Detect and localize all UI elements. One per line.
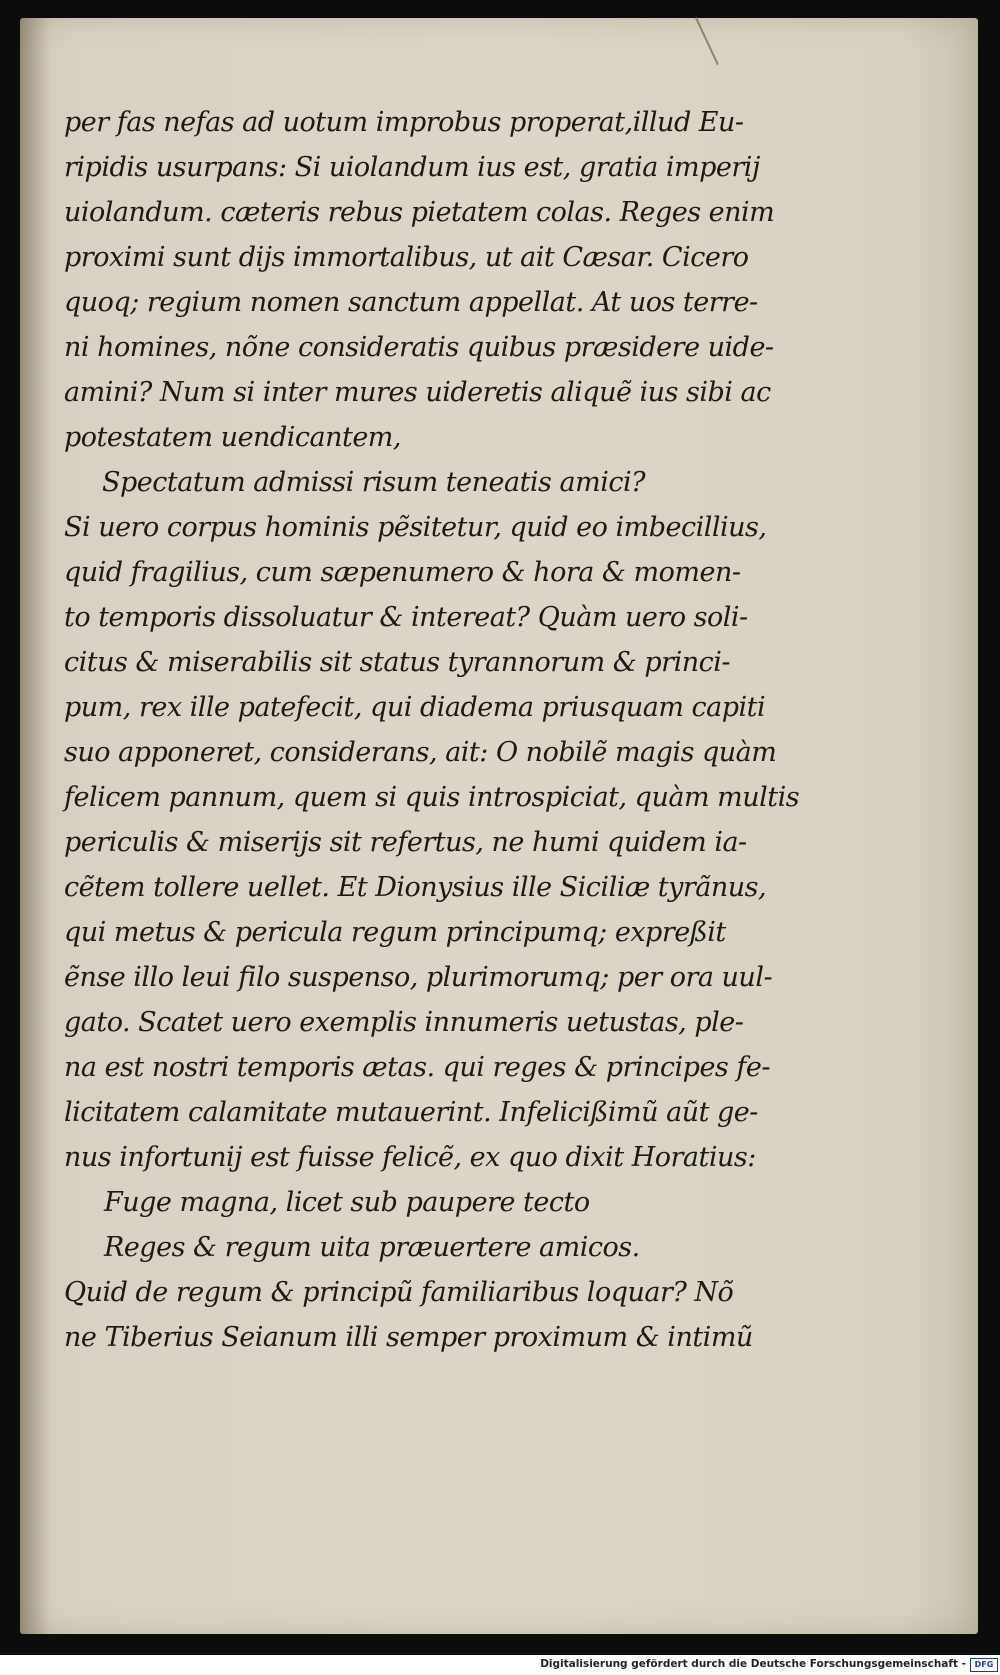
text-line: cẽtem tollere uellet. Et Dionysius ille Siciliæ tyrãnus, [64,872,767,903]
digitization-footer [0,1657,1000,1675]
verse-quotation-line: Spectatum admissi risum teneatis amici? [102,467,646,498]
text-line: Quid de regum & principũ familiaribus loquar? Nõ [64,1277,734,1308]
latin-text-block [64,100,824,1360]
text-line: periculis & miserijs sit refertus, ne humi quidem ia- [64,827,747,858]
text-line: nus infortunij est fuisse felicẽ, ex quo dixit Horatius: [64,1142,756,1173]
text-line: uiolandum. cæteris rebus pietatem colas. Reges enim [64,197,775,228]
text-line: amini? Num si inter mures uideretis aliquẽ ius sibi ac [64,377,771,408]
text-line: ripidis usurpans: Si uiolandum ius est, gratia imperij [64,152,760,183]
text-line: quoq; regium nomen sanctum appellat. At uos terre- [64,287,758,318]
text-line: pum, rex ille patefecit, qui diadema priusquam capiti [64,692,766,723]
funding-credit: Digitalisierung gefördert durch die Deutsche Forschungsgemeinschaft - [540,1658,966,1670]
text-line: Si uero corpus hominis pẽsitetur, quid eo imbecillius, [64,512,767,543]
text-line: ne Tiberius Seianum illi semper proximum & intimũ [64,1322,753,1353]
text-line: citus & miserabilis sit status tyrannorum & princi- [64,647,730,678]
text-line: felicem pannum, quem si quis introspiciat, quàm multis [64,782,800,813]
text-line: suo apponeret, considerans, ait: O nobilẽ magis quàm [64,737,777,768]
text-line: qui metus & pericula regum principumq; expreßit [64,917,726,948]
verse-quotation-line: Reges & regum uita præuertere amicos. [104,1232,640,1263]
text-line: ẽnse illo leui filo suspenso, plurimorumq; per ora uul- [64,962,773,993]
text-line: to temporis dissoluatur & intereat? Quàm uero soli- [64,602,748,633]
text-line: na est nostri temporis ætas. qui reges & principes fe- [64,1052,770,1083]
text-line: potestatem uendicantem, [64,422,401,453]
text-line: licitatem calamitate mutauerint. Infelicißimũ aũt ge- [64,1097,758,1128]
binding-shadow [20,18,50,1634]
text-line: proximi sunt dijs immortalibus, ut ait Cæsar. Cicero [64,242,749,273]
text-line: ni homines, nõne consideratis quibus præsidere uide- [64,332,774,363]
verse-quotation-line: Fuge magna, licet sub paupere tecto [104,1187,590,1218]
text-line: gato. Scatet uero exemplis innumeris uetustas, ple- [64,1007,744,1038]
text-line: per fas nefas ad uotum improbus properat,illud Eu- [64,107,744,138]
text-line: quid fragilius, cum sæpenumero & hora & momen- [64,557,741,588]
dfg-logo: DFG [970,1658,998,1672]
